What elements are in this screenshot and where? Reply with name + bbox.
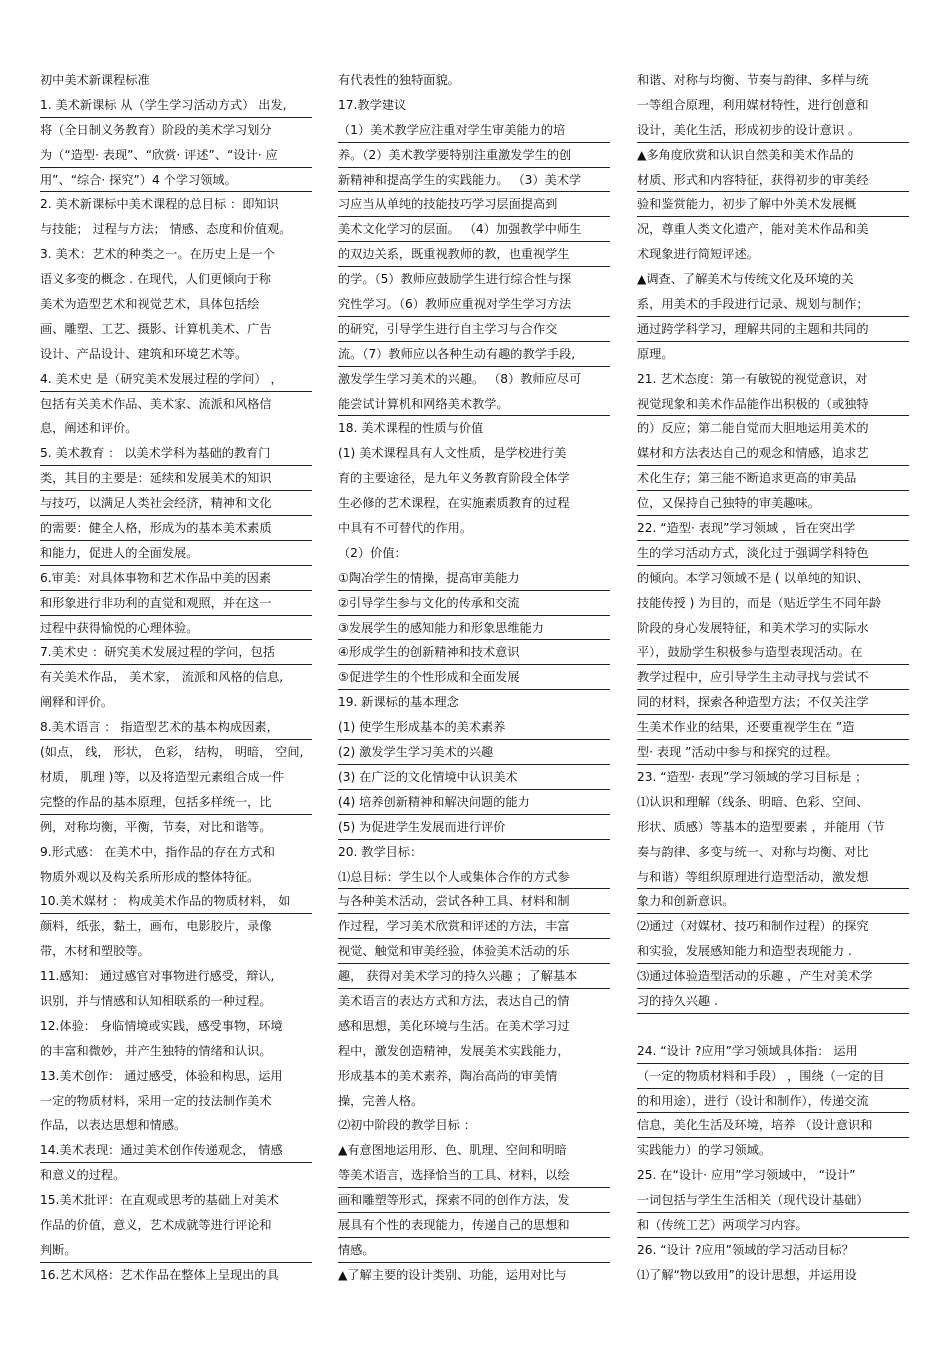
- text-line: 有代表性的独特面貌。: [338, 73, 460, 87]
- text-line: [637, 1014, 909, 1039]
- text-line: 设计、产品设计、建筑和环境艺术等。: [40, 346, 248, 361]
- text-line: 用”、“综合· 探究”）4 个学习领域。: [40, 168, 312, 193]
- text-line: （2）价值：: [338, 545, 407, 560]
- text-line: 程中，激发创造精神，发展美术实践能力，: [338, 1043, 570, 1058]
- text-line: 阐释和评价。: [40, 695, 114, 710]
- text-line: 一词包括与学生生活相关（现代设计基础）: [637, 1188, 909, 1213]
- text-line: 等美术语言，选择恰当的工具、材料，以绘: [338, 1163, 610, 1188]
- text-line: 教学过程中，应引导学生主动寻找与尝试不: [637, 665, 909, 690]
- text-line: 19. 新课标的基本理念: [338, 695, 459, 710]
- text-line: ⑴了解“物以致用”的设计思想，并运用设: [637, 1267, 857, 1282]
- text-line: 阶段的身心发展特征，和美术学习的实际水: [637, 620, 869, 635]
- text-line: 设计，美化生活，形成初步的设计意识 。: [637, 118, 909, 143]
- text-line: 媒材和方法表达自己的观念和情感，追求艺: [637, 441, 909, 466]
- text-line: 感和思想，美化环境与生活。在美术学习过: [338, 1018, 570, 1033]
- text-line: (5) 为促进学生发展而进行评价: [338, 815, 610, 840]
- text-line: 位，又保持自己独特的审美趣味。: [637, 491, 909, 516]
- text-line: 形状、质感）等基本的造型要素 ，并能用（节: [637, 819, 885, 834]
- text-line: 类，其目的主要是：延续和发展美术的知识: [40, 466, 312, 491]
- text-line: ⑴总目标：学生以个人或集体合作的方式参: [338, 865, 610, 890]
- text-column-3: [637, 68, 909, 1288]
- text-line: 颜料，纸张，黏土，画布，电影胶片，录像: [40, 919, 272, 934]
- text-line: 完整的作品的基本原理，包括多样统一，比: [40, 790, 312, 815]
- text-line: 况，尊重人类文化遗产，能对美术作品和美: [637, 222, 869, 237]
- text-line: 的双边关系，既重视教师的教，也重视学生: [338, 242, 610, 267]
- text-line: 材质、形式和内容特征，获得初步的审美经: [637, 168, 909, 193]
- text-line: 生美术作业的结果，还要重视学生在 ”造: [637, 715, 909, 740]
- text-line: 11.感知： 通过感官对事物进行感受，辩认,: [40, 969, 275, 984]
- text-line: 和形象进行非功利的直觉和观照，并在这一: [40, 591, 312, 616]
- text-line: 和实验，发展感知能力和造型表现能力 .: [637, 939, 909, 964]
- text-line: 育的主要途径，是九年义务教育阶段全体学: [338, 471, 570, 486]
- text-line: 9.形式感： 在美术中，指作品的存在方式和: [40, 844, 275, 859]
- text-line: 平），鼓励学生积极参与造型表现活动。在: [637, 640, 909, 665]
- text-line: 与技巧，以满足人类社会经济，精神和文化: [40, 491, 312, 516]
- text-line: 验和鉴赏能力，初步了解中外美术发展概: [637, 192, 909, 217]
- text-line: 4. 美术史 是（研究美术发展过程的学问） ，: [40, 367, 312, 392]
- text-line: 能尝试计算机和网络美术教学。: [338, 392, 610, 417]
- text-line: ①陶冶学生的情操，提高审美能力: [338, 566, 610, 591]
- text-line: 例，对称均衡，平衡，节奏，对比和谐等。: [40, 819, 272, 834]
- text-line: 画、雕塑、工艺、摄影、计算机美术、广告: [40, 321, 272, 336]
- text-line: 有关美术作品， 美术家， 流派和风格的信息,: [40, 670, 284, 685]
- text-line: 习的持久兴趣 .: [637, 989, 909, 1014]
- text-line: 技能传授 ) 为目的，而是（贴近学生不同年龄: [637, 595, 882, 610]
- text-line: 18. 美术课程的性质与价值: [338, 421, 484, 436]
- text-line: 的和用途），进行（设计和制作），传递交流: [637, 1089, 909, 1114]
- text-line: 5. 美术教育 ： 以美术学科为基础的教育门: [40, 441, 312, 466]
- text-line: 中具有不可替代的作用。: [338, 521, 473, 536]
- text-line: 美术为造型艺术和视觉艺术，具体包括绘: [40, 297, 260, 312]
- text-line: 视觉现象和美术作品能作出积极的（或独特: [637, 392, 909, 417]
- text-line: 为（“造型· 表现”、“欣赏· 评述”、“设计· 应: [40, 143, 312, 168]
- text-line: 物质外观以及构关系所形成的整体特征。: [40, 869, 260, 884]
- text-line: 作过程，学习美术欣赏和评述的方法，丰富: [338, 914, 610, 939]
- text-line: 12.体验： 身临情境或实践，感受事物，环境: [40, 1018, 283, 1033]
- text-line: 激发学生学习美术的兴趣。 （8）教师应尽可: [338, 371, 582, 386]
- text-line: 的）反应；第二能自觉而大胆地运用美术的: [637, 421, 869, 436]
- text-line: 养。（2）美术教学要特别注重激发学生的创: [338, 143, 610, 168]
- text-line: 术现象进行简短评述。: [637, 247, 759, 262]
- text-line: 22. “造型· 表现”学习领域 ，旨在突出学: [637, 516, 909, 541]
- text-line: (如点， 线， 形状， 色彩， 结构， 明暗， 空间,: [40, 745, 304, 760]
- text-line: 展具有个性的表现能力，传递自己的思想和: [338, 1213, 610, 1238]
- text-line: 型· 表现 ”活动中参与和探究的过程。: [637, 740, 909, 765]
- text-line: 一定的物质材料，采用一定的技法制作美术: [40, 1093, 272, 1108]
- text-line: 形成基本的美术素养，陶冶高尚的审美情: [338, 1068, 558, 1083]
- text-line: 操，完善人格。: [338, 1093, 424, 1108]
- text-line: 16.艺术风格：艺术作品在整体上呈现出的具: [40, 1267, 279, 1282]
- text-line: 系，用美术的手段进行记录、规划与制作；: [637, 292, 909, 317]
- text-line: ③发展学生的感知能力和形象思维能力: [338, 616, 610, 641]
- text-line: 实践能力）的学习领域。: [637, 1143, 772, 1158]
- text-line: ⑴认识和理解（线条、明暗、色彩、空间、: [637, 794, 869, 809]
- text-line: 的学。（5）教师应鼓励学生进行综合性与探: [338, 272, 572, 287]
- text-line: 生必修的艺术课程，在实施素质教育的过程: [338, 496, 570, 511]
- text-line: 通过跨学科学习，理解共同的主题和共同的: [637, 317, 909, 342]
- text-line: ②引导学生参与文化的传承和交流: [338, 591, 610, 616]
- text-line: 术化生存；第三能不断追求更高的审美品: [637, 466, 909, 491]
- text-line: (1) 美术课程具有人文性质，是学校进行美: [338, 446, 567, 461]
- text-line: 3. 美术：艺术的种类之一。在历史上是一个: [40, 247, 275, 262]
- text-line: 美术文化学习的层面。 （4）加强教学中师生: [338, 217, 610, 242]
- text-line: 带，木材和塑胶等。: [40, 944, 150, 959]
- text-line: 14.美术表现：通过美术创作传递观念， 情感: [40, 1138, 312, 1163]
- text-line: 流。（7）教师应以各种生动有趣的教学手段,: [338, 342, 610, 367]
- text-line: 和能力，促进人的全面发展。: [40, 541, 312, 566]
- text-line: 24. “设计 ?应用”学习领域具体指： 运用: [637, 1039, 909, 1064]
- text-line: 判断。: [40, 1238, 312, 1263]
- text-line: 象力和创新意识。: [637, 889, 909, 914]
- text-line: 25. 在“设计· 应用”学习领域中， “设计”: [637, 1168, 856, 1183]
- text-line: 的倾向。本学习领域不是 ( 以单纯的知识、: [637, 570, 869, 585]
- text-line: ▲了解主要的设计类别、功能，运用对比与: [338, 1267, 567, 1282]
- text-line: 画和雕塑等形式，探索不同的创作方法，发: [338, 1188, 610, 1213]
- text-line: 8.美术语言 ： 指造型艺术的基本构成因素，: [40, 715, 312, 740]
- text-line: 新精神和提高学生的实践能力。 （3）美术学: [338, 168, 610, 193]
- text-line: 15.美术批评：在直观或思考的基础上对美术: [40, 1193, 279, 1208]
- text-line: 与各种美术活动，尝试各种工具、材料和制: [338, 889, 610, 914]
- text-line: 6.审美：对具体事物和艺术作品中美的因素: [40, 566, 312, 591]
- text-line: 语义多变的概念 . 在现代，人们更倾向于称: [40, 272, 271, 287]
- text-line: 情感。: [338, 1238, 610, 1263]
- text-line: 作品，以表达思想和情感。: [40, 1118, 187, 1133]
- text-line: (1) 使学生形成基本的美术素养: [338, 715, 610, 740]
- text-line: 习应当从单纯的技能技巧学习层面提高到: [338, 192, 610, 217]
- text-line: 与技能； 过程与方法； 情感、态度和价值观。: [40, 222, 292, 237]
- text-line: 趣， 获得对美术学习的持久兴趣 ；了解基本: [338, 964, 610, 989]
- text-line: ▲调查、了解美术与传统文化及环境的关: [637, 272, 854, 287]
- text-line: （一定的物质材料和手段） ，围绕（一定的目: [637, 1064, 909, 1089]
- text-line: 视觉、触觉和审美经验，体验美术活动的乐: [338, 939, 610, 964]
- text-line: 的研究，引导学生进行自主学习与合作交: [338, 317, 610, 342]
- text-line: 和谐、对称与均衡、节奏与韵律、多样与统: [637, 73, 869, 87]
- text-line: 究性学习。（6）教师应重视对学生学习方法: [338, 292, 610, 317]
- text-line: 生的学习活动方式，淡化过于强调学科特色: [637, 541, 909, 566]
- text-line: 识别，并与情感和认知相联系的一种过程。: [40, 993, 272, 1008]
- text-line: （1）美术教学应注重对学生审美能力的培: [338, 118, 610, 143]
- text-line: 将（全日制义务教育）阶段的美术学习划分: [40, 122, 272, 137]
- text-line: 23. “造型· 表现”学习领域的学习目标是 ；: [637, 769, 868, 784]
- text-line: 1. 美术新课标 从（学生学习活动方式） 出发,: [40, 93, 312, 118]
- text-line: 与和谐）等组织原理进行造型活动，激发想: [637, 865, 909, 890]
- text-line: 10.美术媒材 ： 构成美术作品的物质材料， 如: [40, 889, 312, 914]
- text-line: (4) 培养创新精神和解决问题的能力: [338, 790, 610, 815]
- text-line: 20. 教学目标：: [338, 844, 423, 859]
- text-line: ④形成学生的创新精神和技术意识: [338, 640, 610, 665]
- text-line: ▲多角度欣赏和认识自然美和美术作品的: [637, 147, 854, 162]
- text-line: ▲有意图地运用形、色、肌理、空间和明暗: [338, 1143, 567, 1158]
- text-line: 和（传统工艺）两项学习内容。: [637, 1213, 909, 1238]
- text-line: 21. 艺术态度：第一有敏锐的视觉意识，对: [637, 371, 868, 386]
- text-line: 一等组合原理，利用媒材特性，进行创意和: [637, 97, 869, 112]
- text-line: 作品的价值，意义，艺术成就等进行评论和: [40, 1217, 272, 1232]
- text-line: 的需要：健全人格，形成为的基本美术素质: [40, 516, 312, 541]
- text-line: 初中美术新课程标准: [40, 73, 150, 87]
- text-line: ⑶通过体验造型活动的乐趣 ，产生对美术学: [637, 964, 909, 989]
- text-line: ⑤促进学生的个性形成和全面发展: [338, 665, 610, 690]
- text-line: 原理。: [637, 346, 674, 361]
- text-line: 2. 美术新课标中美术课程的总目标 ：即知识: [40, 197, 279, 212]
- text-line: 26. “设计 ?应用”领域的学习活动目标？: [637, 1242, 854, 1257]
- text-line: ⑵通过（对媒材、技巧和制作过程）的探究: [637, 919, 869, 934]
- text-line: 美术语言的表达方式和方法，表达自己的情: [338, 993, 570, 1008]
- text-line: 材质， 肌理 )等，以及将造型元素组合成一件: [40, 769, 285, 784]
- text-line: 包括有关美术作品、美术家、流派和风格信: [40, 396, 272, 411]
- text-line: 同的材料，探索各种造型方法；不仅关注学: [637, 690, 909, 715]
- text-line: 7.美术史 ：研究美术发展过程的学问，包括: [40, 640, 312, 665]
- text-line: 息，阐述和评价。: [40, 421, 138, 436]
- text-line: 的丰富和微妙，并产生独特的情绪和认识。: [40, 1043, 272, 1058]
- text-line: (3) 在广泛的文化情境中认识美术: [338, 765, 610, 790]
- text-line: 13.美术创作： 通过感受，体验和构思，运用: [40, 1068, 283, 1083]
- text-line: 17.教学建议: [338, 97, 407, 112]
- text-line: ⑵初中阶段的教学目标 ：: [338, 1118, 476, 1133]
- text-line: 奏与韵律、多变与统一、对称与均衡、对比: [637, 844, 869, 859]
- text-column-1: [40, 68, 312, 1288]
- text-line: (2) 激发学生学习美术的兴趣: [338, 740, 610, 765]
- text-column-2: [338, 68, 610, 1288]
- text-line: 和意义的过程。: [40, 1168, 126, 1183]
- text-line: 过程中获得愉悦的心理体验。: [40, 616, 312, 641]
- text-line: 信息，美化生活及环境，培养 （设计意识和: [637, 1113, 909, 1138]
